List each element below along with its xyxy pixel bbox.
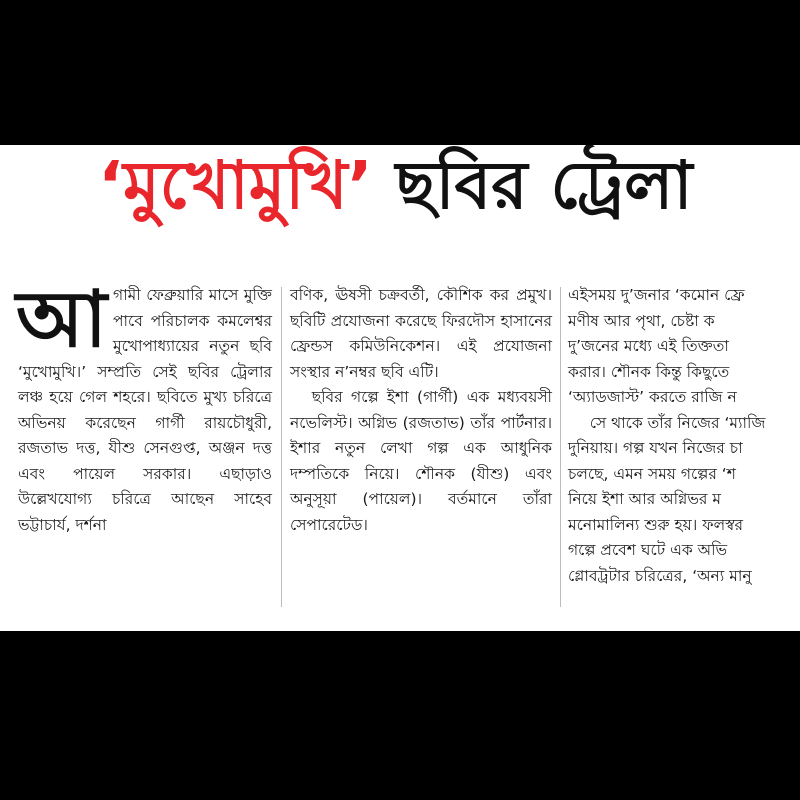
article-line: মণীষ আর পৃথা, চেষ্টা ক bbox=[568, 311, 715, 330]
headline-film-title: ‘মুখোমুখি’ bbox=[98, 147, 373, 224]
headline-rest: ছবির ট্রেলা bbox=[372, 147, 693, 224]
article-paragraph: গামী ফেব্রুয়ারি মাসে মুক্তি পাবে পরিচালক কমলেশ্বর মুখোপাধ্যায়ের নতুন ছবি ‘মুখোমুখি।’ সম্প্রতি সেই ছবির ট্রেলার লঞ্চ হয়ে গেল শহরে। ছবিতে মুখ্য চরিত্রে অভিনয় করেছেন গার্গী রায়চৌধুরী, রজতাভ দত্ত, যীশু সেনগুপ্ত, অঞ্জন দত্ত এবং পায়েল সরকার। এছাড়াও উল্লেখযোগ্য চরিত্রে আছেন সাহেব ভট্টাচার্য, দর্শনা bbox=[18, 286, 272, 534]
newspaper-clipping bbox=[0, 145, 800, 631]
article-line: এইসময় দু’জনার ‘কমোন ফ্রে bbox=[568, 286, 745, 304]
article-paragraph: ছবির গল্পে ইশা (গার্গী) এক মধ্যবয়সী নভেলিস্ট। অগ্নিভ (রজতাভ) তাঁর পার্টনার। ইশার নতুন লেখা গল্প এক আধুনিক দম্পতিকে নিয়ে। শৌনক (যীশু) এবং অনুসূয়া (পায়েল)। বর্তমানে তাঁরা সেপারেটেড। bbox=[290, 388, 552, 534]
article-line: গল্পে প্রবেশ ঘটে এক অভি bbox=[568, 541, 728, 559]
article-line: নিয়ে ইশা আর অগ্নিভর ম bbox=[568, 490, 721, 508]
article-paragraph: বণিক, ঊষসী চক্রবর্তী, কৌশিক কর প্রমুখ। ছবিটি প্রযোজনা করেছে ফিরদৌস হাসানের ফ্রেন্ডস কমিউনিকেশন। এই প্রযোজনা সংস্থার ন’নম্বর ছবি এটি। bbox=[290, 286, 552, 381]
drop-cap: আ bbox=[16, 275, 107, 365]
article-line: মনোমালিন্য শুরু হয়। ফলস্বর bbox=[568, 515, 744, 534]
article-line: দু’জনের মধ্যে এই তিক্ততা bbox=[568, 337, 729, 355]
article-line: ‘অ্যাডজাস্ট’ করতে রাজি ন bbox=[568, 388, 737, 406]
column-divider bbox=[281, 287, 282, 607]
article-line: গ্লোবট্রটার চরিত্রের, ‘অন্য মানু bbox=[568, 566, 752, 585]
article-column-1 bbox=[16, 275, 272, 538]
column-divider bbox=[560, 287, 561, 607]
article-line: সে থাকে তাঁর নিজের ‘ম্যাজি bbox=[589, 413, 766, 432]
headline bbox=[98, 147, 693, 224]
article-line: দুনিয়ায়। গল্প যখন নিজের চা bbox=[568, 439, 743, 457]
article-column-2 bbox=[290, 283, 552, 538]
article-line: চলছে, এমন সময় গল্পের ‘শ bbox=[568, 464, 736, 483]
article-line: করার। শৌনক কিন্তু কিছুতে bbox=[568, 362, 730, 381]
article-column-3 bbox=[568, 283, 800, 589]
